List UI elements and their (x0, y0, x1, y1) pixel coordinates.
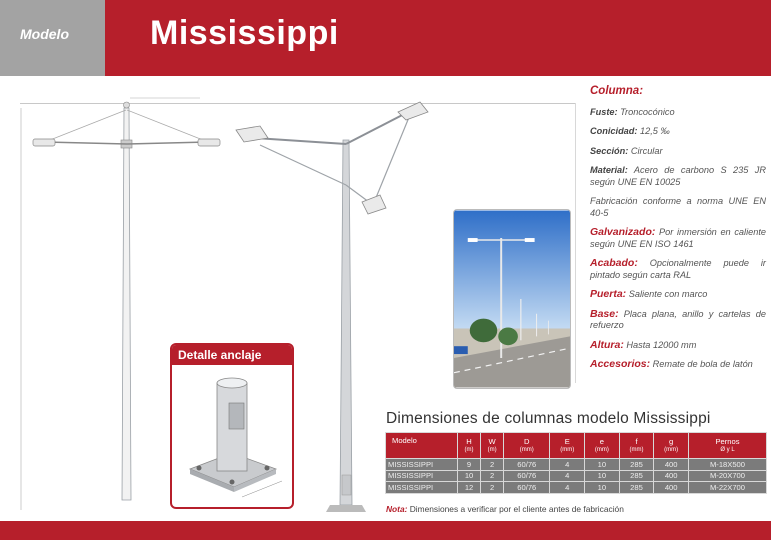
footer-bar (0, 521, 771, 540)
section-label: Modelo (20, 26, 69, 42)
section-tab (0, 0, 105, 76)
col-header-pernos: Pernos Ø y L (689, 433, 767, 459)
col-header-d: D (mm) (504, 433, 550, 459)
spec-conicidad: Conicidad: 12,5 ‰ (590, 126, 670, 136)
spec-base: Base: Placa plana, anillo y cartelas de refuerzo (590, 307, 766, 330)
table-row: MISSISSIPPI 9 2 60/76 4 10 285 400 M-18X500 (386, 459, 767, 471)
spec-seccion: Sección: Circular (590, 145, 663, 156)
spec-fuste: Fuste: Troncocónico (590, 106, 675, 117)
col-header-modelo: Modelo (386, 433, 458, 459)
note-label: Nota: (386, 504, 408, 514)
divider-vertical (575, 103, 576, 383)
spec-puerta: Puerta: Saliente con marco (590, 288, 708, 300)
col-header-e-upper: E (mm) (550, 433, 585, 459)
table-row: MISSISSIPPI 10 2 60/76 4 10 285 400 M-20X700 (386, 470, 767, 482)
col-header-w: W (m) (481, 433, 504, 459)
col-header-h: H (m) (458, 433, 481, 459)
anchor-detail-title: Detalle anclaje (172, 345, 292, 365)
specs-panel (590, 86, 766, 379)
note-text: Dimensiones a verificar por el cliente antes de fabricación (409, 504, 624, 514)
dimensions-table (385, 432, 767, 494)
spec-material: Material: Acero de carbono S 235 JR según UNE EN 10025 (590, 165, 767, 187)
page-title: Mississippi (150, 14, 339, 52)
spec-galvanizado: Galvanizado: Por inmersión en caliente según UNE EN ISO 1461 (590, 226, 766, 249)
header-bar (0, 0, 771, 76)
spec-altura: Altura: Hasta 12000 mm (590, 338, 697, 351)
spec-acabado: Acabado: Opcionalmente puede ir pintado según carta RAL (590, 257, 766, 280)
spec-fabricacion: Fabricación conforme a norma UNE EN 40-5 (590, 196, 766, 218)
fabrication-note (386, 504, 624, 514)
table-title: Dimensiones de columnas modelo Mississippi (386, 410, 711, 427)
anchor-detail-illustration (172, 365, 292, 507)
spec-accesorios: Accesorios: Remate de bola de latón (590, 358, 753, 370)
specs-heading: Columna: (590, 85, 644, 97)
col-header-f: f (mm) (619, 433, 654, 459)
table-header-row (386, 433, 767, 459)
col-header-g: g (mm) (654, 433, 689, 459)
table-row: MISSISSIPPI 12 2 60/76 4 10 285 400 M-22X700 (386, 482, 767, 494)
anchor-detail-box (170, 343, 294, 509)
col-header-e-lower: e (mm) (585, 433, 620, 459)
installation-photo (453, 209, 571, 389)
